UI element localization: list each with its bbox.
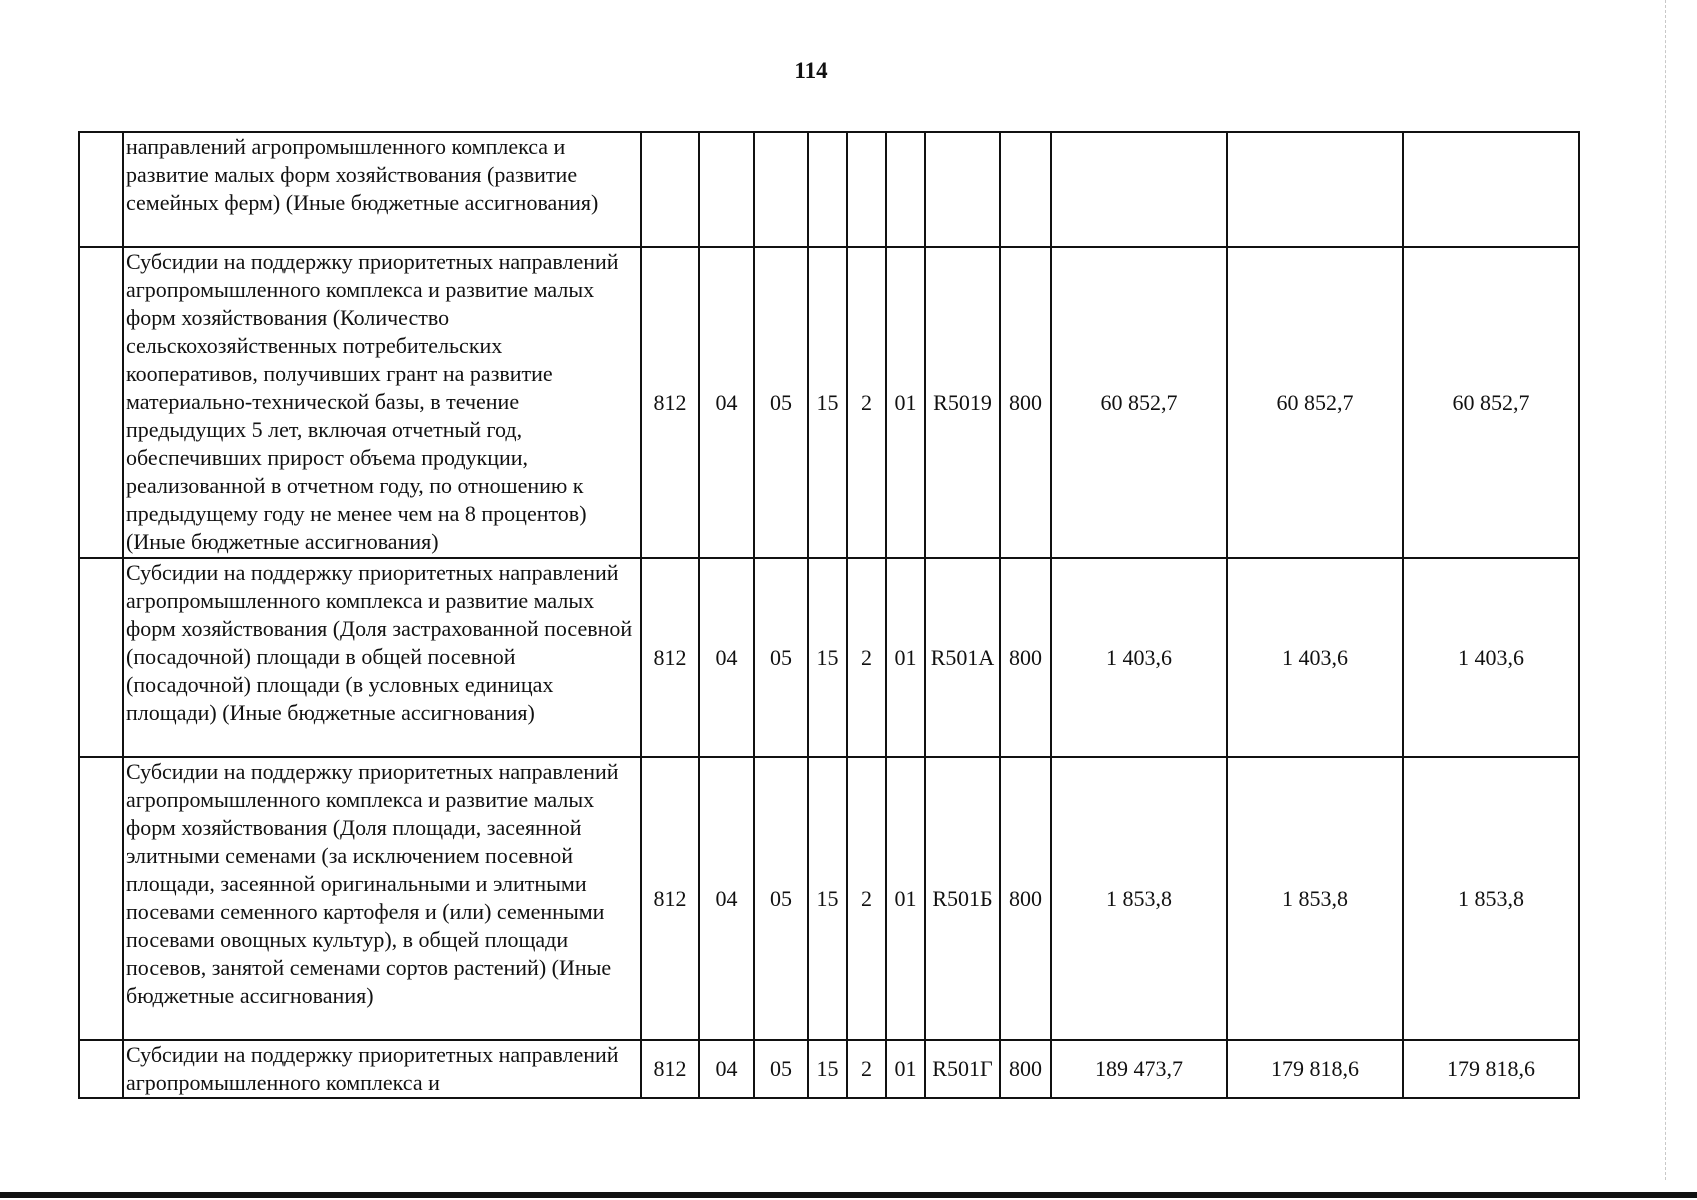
expense-type-cell: 800 [1000,1040,1051,1098]
target-code-cell: R5019 [925,247,1000,558]
amount-3-cell: 1 403,6 [1403,558,1579,757]
event-code-cell: 01 [886,757,925,1040]
row-number-cell [79,757,123,1040]
event-code-cell: 01 [886,1040,925,1098]
section-code-cell: 04 [699,247,754,558]
amount-2-cell: 60 852,7 [1227,247,1403,558]
target-code-cell [925,132,1000,247]
subprogram-code-cell [847,132,886,247]
expense-type-cell: 800 [1000,558,1051,757]
page-bottom-rule [0,1192,1697,1198]
amount-1-cell: 60 852,7 [1051,247,1227,558]
description-cell: Субсидии на поддержку приоритетных направлений агропромышленного комплекса и развитие малых форм хозяйствования (Доля застрахованной посевной (посадочной) площади в общей посевной (посадочной) площади (в условных единицах площади) (Иные бюджетные ассигнования) [123,558,641,757]
row-number-cell [79,132,123,247]
subprogram-code-cell: 2 [847,757,886,1040]
amount-2-cell: 179 818,6 [1227,1040,1403,1098]
description-cell: Субсидии на поддержку приоритетных направлений агропромышленного комплекса и развитие малых форм хозяйствования (Доля площади, засеянной элитными семенами (за исключением посевной площади, засеянной оригинальными и элитными посевами семенного картофеля и (или) семенными посевами овощных культур), в общей площади посевов, занятой семенами сортов растений) (Иные бюджетные ассигнования) [123,757,641,1040]
ministry-code-cell: 812 [641,1040,699,1098]
amount-1-cell: 189 473,7 [1051,1040,1227,1098]
subsection-code-cell: 05 [754,1040,808,1098]
section-code-cell: 04 [699,558,754,757]
scan-edge-line [1665,0,1667,1180]
section-code-cell: 04 [699,1040,754,1098]
amount-3-cell: 60 852,7 [1403,247,1579,558]
description-cell: направлений агропромышленного комплекса и развитие малых форм хозяйствования (развитие семейных ферм) (Иные бюджетные ассигнования) [123,132,641,247]
section-code-cell [699,132,754,247]
subsection-code-cell: 05 [754,757,808,1040]
row-number-cell [79,1040,123,1098]
ministry-code-cell: 812 [641,247,699,558]
event-code-cell [886,132,925,247]
table-row [79,1040,1579,1098]
ministry-code-cell [641,132,699,247]
table-row [79,132,1579,247]
expense-type-cell [1000,132,1051,247]
row-number-cell [79,247,123,558]
description-cell: Субсидии на поддержку приоритетных направлений агропромышленного комплекса и развитие малых форм хозяйствования (Количество сельскохозяйственных потребительских кооперативов, получивших грант на развитие материально-технической базы, в течение предыдущих 5 лет, включая отчетный год, обеспечивших прирост объема продукции, реализованной в отчетном году, по отношению к предыдущему году не менее чем на 8 процентов) (Иные бюджетные ассигнования) [123,247,641,558]
budget-table [78,131,1580,1099]
subsection-code-cell: 05 [754,558,808,757]
amount-1-cell: 1 853,8 [1051,757,1227,1040]
amount-1-cell: 1 403,6 [1051,558,1227,757]
description-cell: Субсидии на поддержку приоритетных направлений агропромышленного комплекса и [123,1040,641,1098]
table-row [79,558,1579,757]
amount-3-cell: 1 853,8 [1403,757,1579,1040]
ministry-code-cell: 812 [641,757,699,1040]
subprogram-code-cell: 2 [847,247,886,558]
amount-2-cell: 1 403,6 [1227,558,1403,757]
amount-3-cell: 179 818,6 [1403,1040,1579,1098]
table-row [79,247,1579,558]
event-code-cell: 01 [886,247,925,558]
table-row [79,757,1579,1040]
ministry-code-cell: 812 [641,558,699,757]
program-code-cell: 15 [808,247,847,558]
subprogram-code-cell: 2 [847,1040,886,1098]
page-number: 114 [794,58,828,83]
target-code-cell: R501А [925,558,1000,757]
subprogram-code-cell: 2 [847,558,886,757]
event-code-cell: 01 [886,558,925,757]
subsection-code-cell: 05 [754,247,808,558]
program-code-cell: 15 [808,1040,847,1098]
amount-2-cell: 1 853,8 [1227,757,1403,1040]
expense-type-cell: 800 [1000,247,1051,558]
amount-2-cell [1227,132,1403,247]
expense-type-cell: 800 [1000,757,1051,1040]
program-code-cell: 15 [808,757,847,1040]
amount-1-cell [1051,132,1227,247]
program-code-cell: 15 [808,558,847,757]
program-code-cell [808,132,847,247]
target-code-cell: R501Г [925,1040,1000,1098]
amount-3-cell [1403,132,1579,247]
row-number-cell [79,558,123,757]
section-code-cell: 04 [699,757,754,1040]
target-code-cell: R501Б [925,757,1000,1040]
subsection-code-cell [754,132,808,247]
